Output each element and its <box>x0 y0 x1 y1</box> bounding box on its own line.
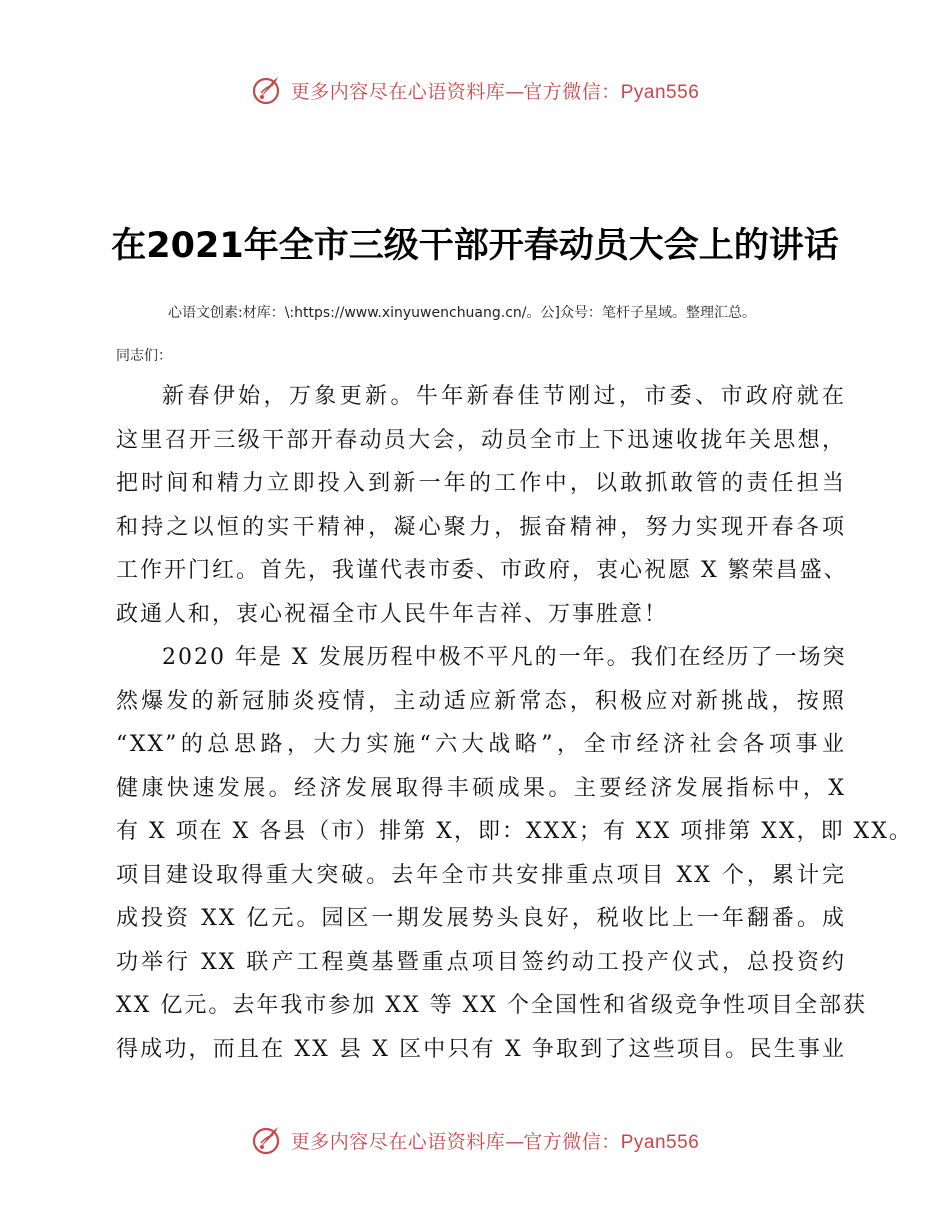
body-line: 和持之以恒的实干精神，凝心聚力，振奋精神，努力实现开春各项 <box>116 514 846 540</box>
body-line: 政通人和，衷心祝福全市人民牛年吉祥、万事胜意！ <box>116 601 669 627</box>
body-line: XX 亿元。去年我市参加 XX 等 XX 个全国性和省级竞争性项目全部获 <box>116 993 867 1018</box>
header-watermark <box>0 70 950 110</box>
body-line: 得成功，而且在 XX 县 X 区中只有 X 争取到了这些项目。民生事业 <box>116 1036 846 1062</box>
source-note: 心语文创素:材库：\:https://www.xinyuwenchuang.cn/。公]众号：笔杆子星域。整理汇总。 <box>168 305 756 321</box>
quill-logo-icon <box>251 1123 285 1157</box>
body-line: “XX”的总思路，大力实施“六大战略”，全市经济社会各项事业 <box>116 732 846 757</box>
watermark-text: 更多内容尽在心语资料库—官方微信：Pyan556 <box>290 1130 700 1153</box>
greeting: 同志们： <box>116 348 172 364</box>
body-line: 然爆发的新冠肺炎疫情，主动适应新常态，积极应对新挑战，按照 <box>116 688 846 714</box>
body-line: 工作开门红。首先，我谨代表市委、市政府，衷心祝愿 X 繁荣昌盛、 <box>116 558 848 583</box>
watermark-text: 更多内容尽在心语资料库—官方微信：Pyan556 <box>290 80 700 103</box>
body-line: 这里召开三级干部开春动员大会，动员全市上下迅速收拢年关思想， <box>116 427 846 453</box>
document-body <box>116 375 913 1071</box>
body-line: 功举行 XX 联产工程奠基暨重点项目签约动工投产仪式，总投资约 <box>116 949 846 975</box>
body-line: 项目建设取得重大突破。去年全市共安排重点项目 XX 个，累计完 <box>116 862 846 888</box>
body-line: 把时间和精力立即投入到新一年的工作中，以敢抓敢管的责任担当 <box>116 471 846 496</box>
body-line: 新春伊始，万象更新。牛年新春佳节刚过，市委、市政府就在 <box>162 384 846 409</box>
body-line: 有 X 项在 X 各县（市）排第 X，即：XXX；有 XX 项排第 XX，即 XX。 <box>116 819 913 844</box>
body-line: 2020 年是 X 发展历程中极不平凡的一年。我们在经历了一场突 <box>162 645 847 670</box>
document-title: 在2021年全市三级干部开春动员大会上的讲话 <box>111 226 839 266</box>
footer-watermark <box>0 1120 950 1160</box>
quill-logo-icon <box>251 73 285 107</box>
body-line: 成投资 XX 亿元。园区一期发展势头良好，税收比上一年翻番。成 <box>116 906 846 931</box>
body-line: 健康快速发展。经济发展取得丰硕成果。主要经济发展指标中，X <box>116 775 846 801</box>
